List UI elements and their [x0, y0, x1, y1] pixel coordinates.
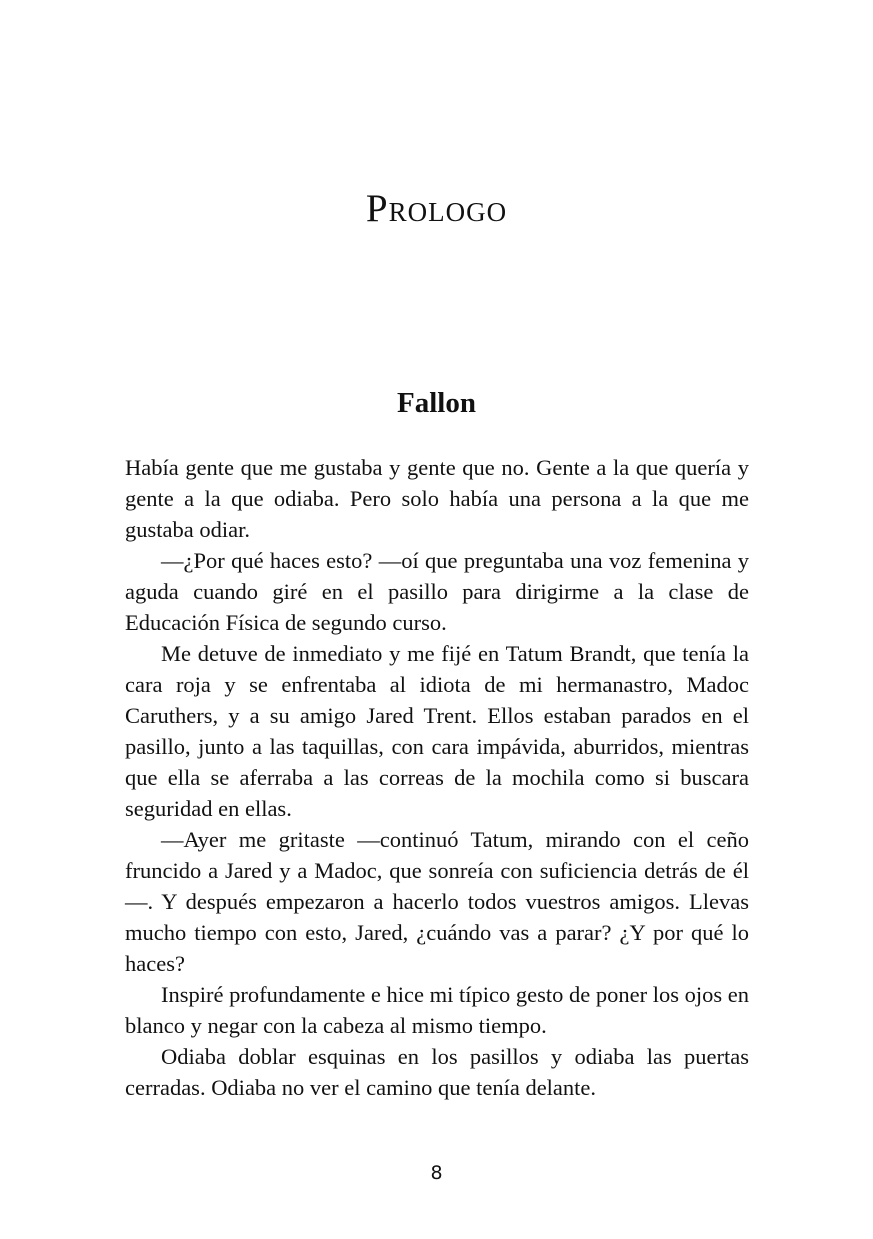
paragraph: —¿Por qué haces esto? —oí que preguntaba una voz femenina y aguda cuando giré en el pasillo para dirigirme a la clase de Educación Física de segundo curso.	[125, 548, 749, 635]
paragraph: Odiaba doblar esquinas en los pasillos y odiaba las puertas cerradas. Odiaba no ver el camino que tenía delante.	[125, 1044, 749, 1100]
paragraph: Había gente que me gustaba y gente que no. Gente a la que quería y gente a la que odiaba. Pero solo había una persona a la que me gustaba odiar.	[125, 455, 749, 542]
paragraph: Inspiré profundamente e hice mi típico gesto de poner los ojos en blanco y negar con la cabeza al mismo tiempo.	[125, 982, 749, 1038]
chapter-title: Prologo	[365, 187, 508, 230]
paragraph: Me detuve de inmediato y me fijé en Tatum Brandt, que tenía la cara roja y se enfrentaba al idiota de mi hermanastro, Madoc Caruthers, y a su amigo Jared Trent. Ellos estaban parados en el pasillo, junto a las taquillas, con cara impávida, aburridos, mientras que ella se aferraba a las correas de la mochila como si buscara seguridad en ellas.	[125, 641, 749, 821]
paragraph: —Ayer me gritaste —continuó Tatum, mirando con el ceño fruncido a Jared y a Madoc, que sonreía con suficiencia detrás de él—. Y después empezaron a hacerlo todos vuestros amigos. Llevas mucho tiempo con esto, Jared, ¿cuándo vas a parar? ¿Y por qué lo haces?	[125, 827, 749, 976]
body-text	[125, 452, 749, 1103]
chapter-pov-heading: Fallon	[397, 387, 476, 419]
page-number: 8	[430, 1162, 443, 1184]
